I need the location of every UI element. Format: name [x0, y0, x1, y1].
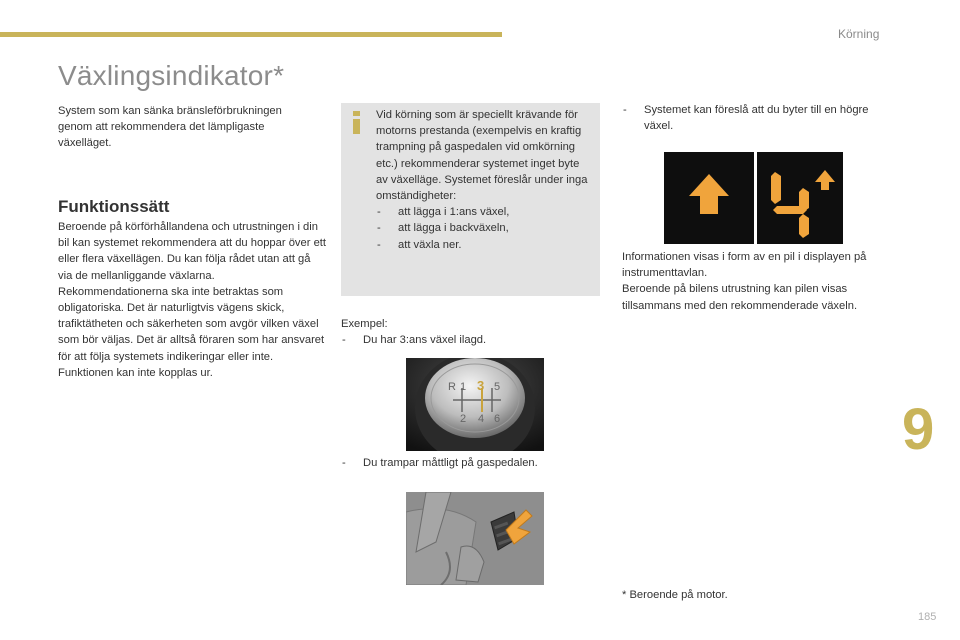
arrow-up-icon — [815, 170, 835, 190]
info-list-item: - att växla ner. — [376, 237, 594, 253]
info-display-paragraph: Beroende på bilens utrustning kan pilen visas tillsammans med den rekommenderade växeln. — [622, 283, 858, 312]
gear-label: R — [448, 381, 456, 393]
segment-digit — [771, 172, 809, 238]
info-list-item: - att lägga i backväxeln, — [376, 220, 594, 236]
section-label: Körning — [838, 27, 880, 41]
gear-label: 1 — [460, 381, 467, 393]
funktion-paragraph: Funktionen kan inte kopplas ur. — [58, 366, 213, 379]
gear-label: 4 — [478, 413, 485, 425]
chapter-number: 9 — [902, 397, 935, 462]
page-title: Växlingsindikator* — [58, 60, 285, 91]
upshift-display-panel — [664, 152, 754, 244]
info-list-item: - att lägga i 1:ans växel, — [376, 204, 594, 220]
suggestion-text — [622, 102, 872, 134]
gear-label-active: 3 — [477, 378, 485, 393]
intro-text: System som kan sänka bränsleförbrukningen genom att rekommendera det lämpligaste växelläget. — [58, 105, 282, 150]
page-number: 185 — [918, 611, 937, 623]
example-step: - Du trampar måttligt på gaspedalen. — [341, 455, 601, 471]
funktion-paragraph: Beroende på körförhållandena och utrustningen i din bil kan systemet rekommendera att du hoppar över ett eller flera växellägen. Du kan följa rådet utan att gå via de mellanliggande växlarna. — [58, 221, 327, 282]
display-digit: 4 — [761, 166, 762, 167]
funktion-paragraph: Rekommendationerna ska inte betraktas som obligatoriska. Det är naturligtvis vägens skick, trafiktätheten och säkerheten som avgör vilken växel som bör väljas. Det är alltså föraren som har ansvaret för att följa systemets indikeringar eller inte. — [58, 285, 325, 363]
example-step: - Du har 3:ans växel ilagd. — [341, 332, 601, 348]
funktion-body — [58, 219, 326, 381]
info-box — [341, 103, 600, 296]
gear-label: 5 — [494, 381, 501, 393]
example-step: - Systemet kan föreslå att du byter till en högre växel. — [622, 102, 872, 134]
gear-label: 6 — [494, 413, 501, 425]
info-icon — [353, 111, 360, 134]
footnote: * Beroende på motor. — [622, 589, 728, 601]
accent-bar — [0, 32, 502, 37]
pedal-image — [406, 492, 544, 585]
gear-knob-image — [406, 358, 544, 451]
info-display-paragraph: Informationen visas i form av en pil i displayen på instrumenttavlan. — [622, 251, 867, 280]
arrow-up-icon — [689, 174, 729, 214]
section-heading: Funktionssätt — [58, 197, 170, 216]
info-text — [376, 107, 594, 253]
gear-label: 2 — [460, 413, 467, 425]
info-paragraph: Vid körning som är speciellt krävande för motorns prestanda (exempelvis en kraftig trampning på gaspedalen vid omkörning etc.) rekommenderar systemet inget byte av växelläge. Systemet föreslår under inga omständigheter: — [376, 109, 588, 203]
gear-display-panel — [757, 152, 843, 244]
example-block — [341, 316, 601, 348]
example-label: Exempel: — [341, 318, 388, 330]
info-display-text — [622, 249, 884, 314]
example-step-2 — [341, 455, 601, 471]
